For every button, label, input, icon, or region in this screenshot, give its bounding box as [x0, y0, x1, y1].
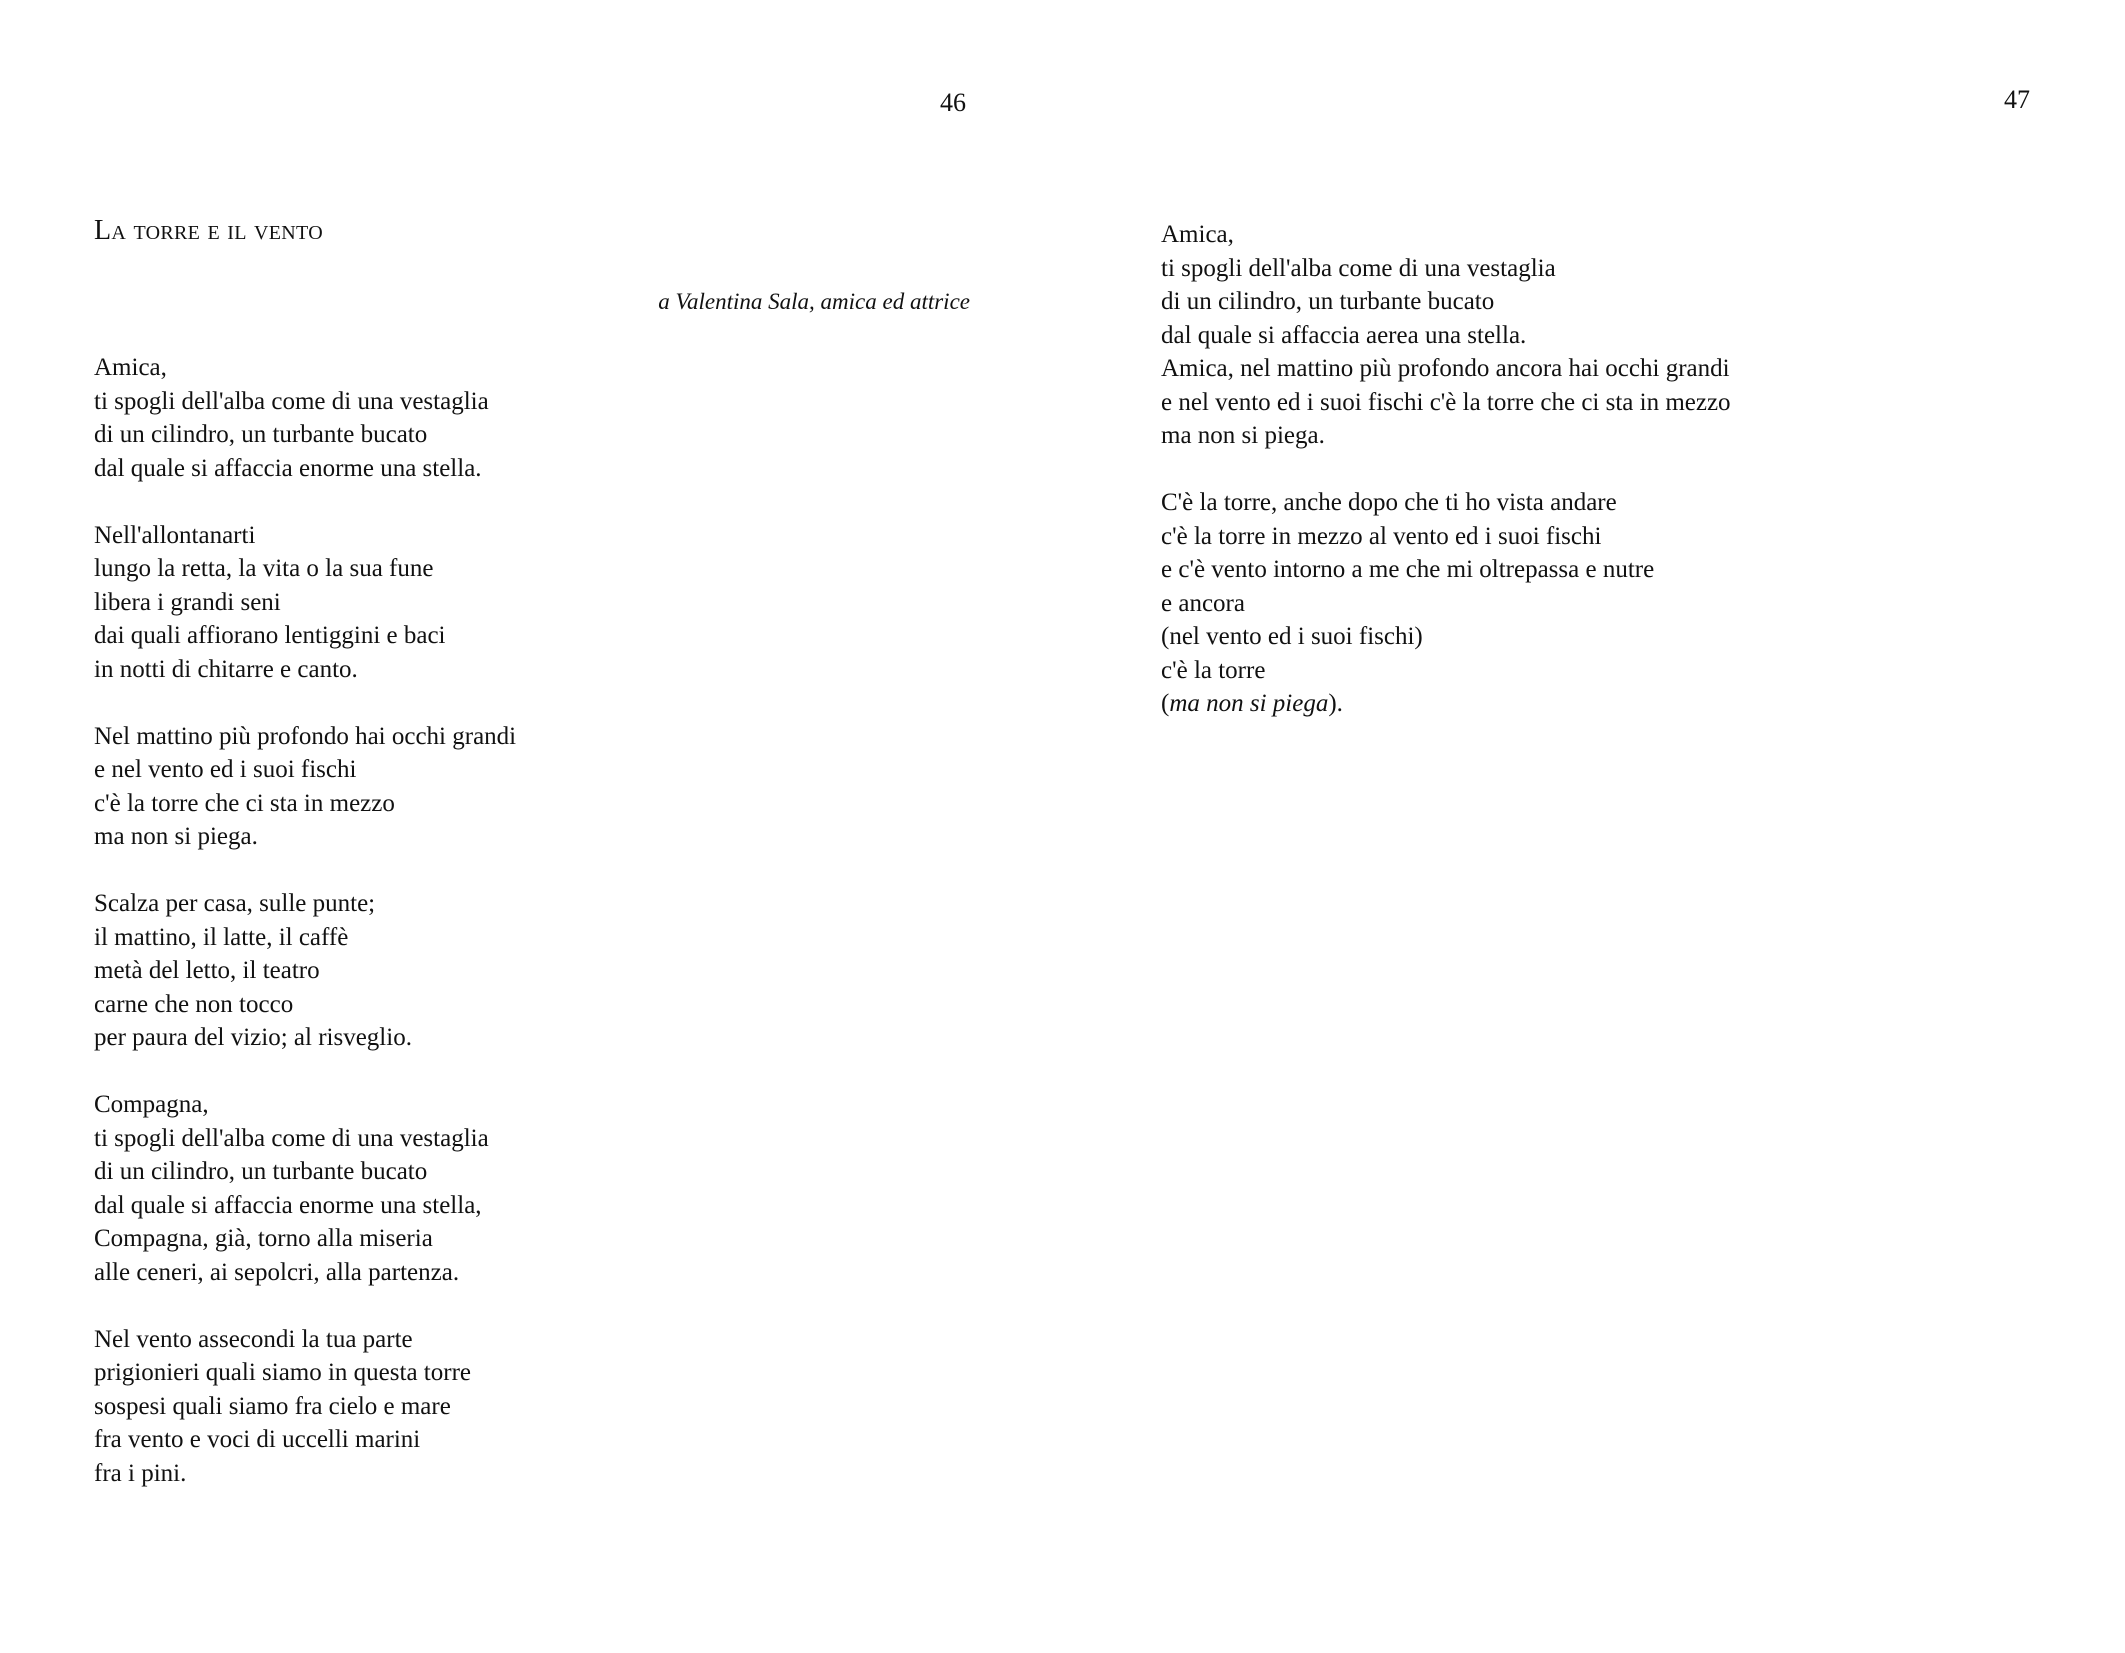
verse-line: dal quale si affaccia enorme una stella, [94, 1191, 482, 1219]
verse-line: c'è la torre [1161, 656, 1266, 684]
stanza [94, 519, 854, 687]
verse-line: il mattino, il latte, il caffè [94, 923, 349, 951]
verse-line: carne che non tocco [94, 990, 294, 1018]
verse-line: c'è la torre che ci sta in mezzo [94, 789, 395, 817]
stanza [94, 1088, 854, 1289]
verse-line: ti spogli dell'alba come di una vestaglia [1161, 254, 1556, 282]
verse-line: (nel vento ed i suoi fischi) [1161, 623, 1423, 650]
verse-line: Nel mattino più profondo hai occhi grandi [94, 722, 517, 750]
verse-line: Scalza per casa, sulle punte; [94, 890, 376, 917]
stanza [94, 351, 854, 485]
verse-line: alle ceneri, ai sepolcri, alla partenza. [94, 1258, 460, 1286]
poem-title: La torre e il vento [94, 215, 323, 246]
stanza [1161, 486, 2041, 721]
verse-line: lungo la retta, la vita o la sua fune [94, 555, 434, 582]
verse-line: ti spogli dell'alba come di una vestaglia [94, 1124, 489, 1152]
verse-line: C'è la torre, anche dopo che ti ho vista andare [1161, 489, 1617, 516]
verse-line: e nel vento ed i suoi fischi c'è la torre che ci sta in mezzo [1161, 388, 1731, 416]
verse-line: in notti di chitarre e canto. [94, 655, 358, 683]
stanza [94, 1323, 854, 1491]
verse-line: e ancora [1161, 589, 1245, 617]
verse-line: Amica, [1161, 221, 1234, 248]
final-line-close: ). [1328, 690, 1343, 717]
verse-line: fra vento e voci di uccelli marini [94, 1426, 421, 1453]
verse-line: ma non si piega. [94, 823, 258, 850]
page-number-left: 46 [940, 88, 966, 117]
verse-line: ma non si piega. [1161, 422, 1325, 449]
verse-line: Nell'allontanarti [94, 521, 256, 549]
stanza [94, 887, 854, 1055]
final-line-open: ( [1161, 690, 1170, 717]
verse-line: dal quale si affaccia aerea una stella. [1161, 321, 1527, 349]
verse-line: libera i grandi seni [94, 588, 281, 616]
verse-line: c'è la torre in mezzo al vento ed i suoi fischi [1161, 522, 1602, 550]
verse-line: fra i pini. [94, 1459, 187, 1487]
verse-line: e c'è vento intorno a me che mi oltrepassa e nutre [1161, 556, 1655, 583]
stanza [1161, 218, 2041, 453]
final-line-italic: ma non si piega [1169, 690, 1329, 717]
verse-line: sospesi quali siamo fra cielo e mare [94, 1392, 451, 1420]
verse-line: Amica, nel mattino più profondo ancora hai occhi grandi [1161, 355, 1730, 382]
verse-line: Compagna, [94, 1091, 209, 1118]
verse-line: dai quali affiorano lentiggini e baci [94, 622, 446, 649]
verse-line: prigionieri quali siamo in questa torre [94, 1359, 471, 1386]
stanza [94, 720, 854, 854]
poem-right-column [1161, 218, 2041, 721]
verse-line: Amica, [94, 354, 167, 381]
verse-line: dal quale si affaccia enorme una stella. [94, 454, 482, 482]
verse-line: Nel vento assecondi la tua parte [94, 1325, 413, 1353]
final-verse-line [1161, 687, 2041, 721]
verse-line: Compagna, già, torno alla miseria [94, 1225, 433, 1252]
verse-line: di un cilindro, un turbante bucato [94, 1158, 428, 1185]
verse-line: metà del letto, il teatro [94, 957, 320, 984]
verse-line: di un cilindro, un turbante bucato [1161, 288, 1495, 315]
verse-line: per paura del vizio; al risveglio. [94, 1024, 412, 1051]
verse-line: ti spogli dell'alba come di una vestaglia [94, 387, 489, 415]
verse-line: e nel vento ed i suoi fischi [94, 756, 357, 783]
page-number-right: 47 [2004, 85, 2030, 114]
poem-left-column [94, 351, 854, 1490]
poem-dedication: a Valentina Sala, amica ed attrice [658, 289, 970, 314]
verse-line: di un cilindro, un turbante bucato [94, 421, 428, 448]
